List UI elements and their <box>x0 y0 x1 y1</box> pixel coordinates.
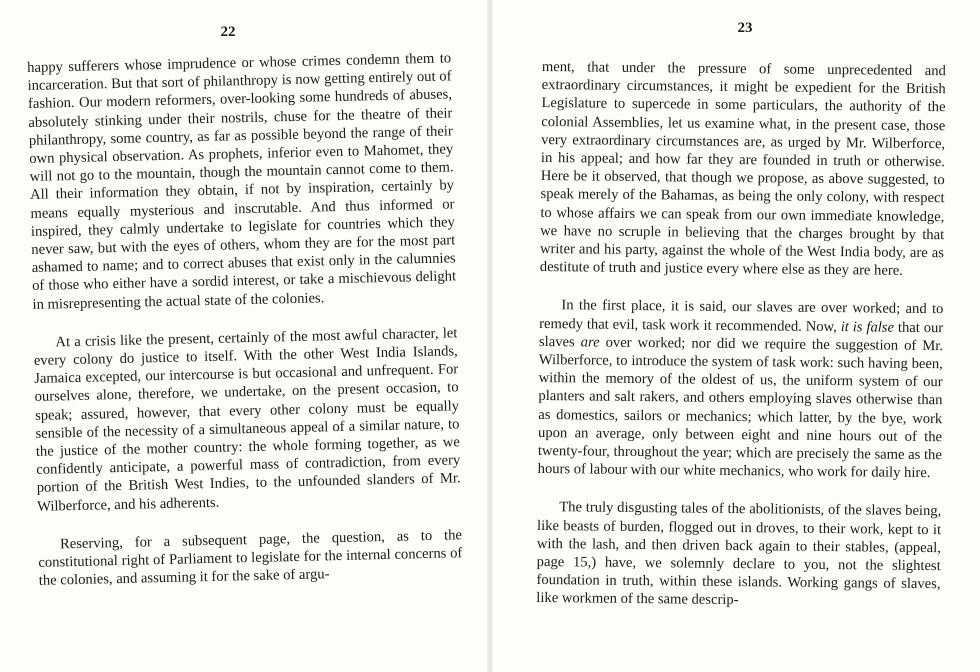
paragraph-right-2-part1: In the first place, it is said, our slaves are over worked; and to remedy that evil, task work it recommended. Now, <box>539 297 944 335</box>
page-number-right: 23 <box>737 20 753 36</box>
paragraph-right-1: ment, that under the pressure of some unprecedented and extraordinary circumstances, it might be expedient for the British Legislature to supercede in some particulars, the authority of the colonial Assemblies, let us examine what, in the present case, those very extraordinary circumstances are, as urged by Mr. Wilberforce, in his appeal; and how far they are founded in truth or otherwise. Here be it observed, that though we propose, as above suggested, to speak merely of the Bahamas, as being the only colony, with respect to whose affairs we can speak from our own immediate knowledge, we have no scruple in believing that the charges brought by that writer and his party, against the whole of the West India body, are as destitute of truth and justice every where else as they are here. <box>539 58 946 280</box>
left-page-text <box>27 49 463 590</box>
right-page-text <box>536 58 946 612</box>
paragraph-left-3: Reserving, for a subsequent page, the question, as to the constitutional right of Parliament to legislate for the internal concerns of the colonies, and assuming it for the sake of argu- <box>38 527 463 590</box>
paragraph-left-2: At a crisis like the present, certainly of the most awful character, let every colony do justice to itself. With the other West India Islands, Jamaica excepted, our intercourse is but occasional and unfrequent. For ourselves alone, therefore, we undertake, on the present occasion, to speak; assured, however, that every other colony must be equally sensible of the necessity of a simultaneous appeal of a similar nature, to the justice of the mother country: the whole forming together, as we confidently anticipate, a powerful mass of contradiction, from every portion of the British West Indies, to the unfounded slanders of Mr. Wilberforce, and his adherents. <box>33 325 461 515</box>
page-number-left: 22 <box>220 24 236 40</box>
paragraph-left-1: happy sufferers whose imprudence or whose crimes condemn them to incarceration. But that sort of philanthropy is now getting entirely out of fashion. Our modern reformers, over-looking some hundreds of abuses, absolutely stinking under their nostrils, chuse for the theatre of their philanthropy, some country, as far as possible beyond the range of their own physical observation. As prophets, inferior even to Mahomet, they will not go to the mountain, though the mountain cannot come to them. All their information they obtain, if not by inspiration, certainly by means equally mysterious and inscrutable. And thus informed or inspired, they calmly undertake to legislate for countries which they never saw, but with the eyes of others, whom they are for the most part ashamed to name; and to correct abuses that exist only in the calumnies of those who either have a sordid interest, or take a mischievous delight in misrepresenting the actual state of the colonies. <box>27 50 457 313</box>
italic-it-is-false: it is false <box>840 318 895 336</box>
italic-are: are <box>580 334 600 351</box>
paragraph-right-2-part3: over worked; nor did we require the suggestion of Mr. Wilberforce, to introduce the system of task work: such having been, within the memory of the oldest of us, the uniform system of our planters and salt rakers, and others employing slaves otherwise than as domestics, sailors or mechanics; which latter, by the bye, work upon an average, only between eight and nine hours out of the twenty-four, throughout the year; which are precisely the same as the hours of labour with our white mechanics, who work for daily hire. <box>537 334 944 482</box>
paragraph-right-2 <box>538 296 944 482</box>
right-page <box>490 0 980 672</box>
paragraph-right-2-part2: that our slaves <box>538 319 944 351</box>
paragraph-right-3: The truly disgusting tales of the abolitionists, of the slaves being, like beasts of burden, flogged out in droves, to their work, kept to it with the lash, and then driven back again to their stables, (appeal, page 15,) have, we solemnly declare to you, not the slightest foundation in truth, within these islands. Working gangs of slaves, like workmen of the same descrip- <box>536 499 942 609</box>
